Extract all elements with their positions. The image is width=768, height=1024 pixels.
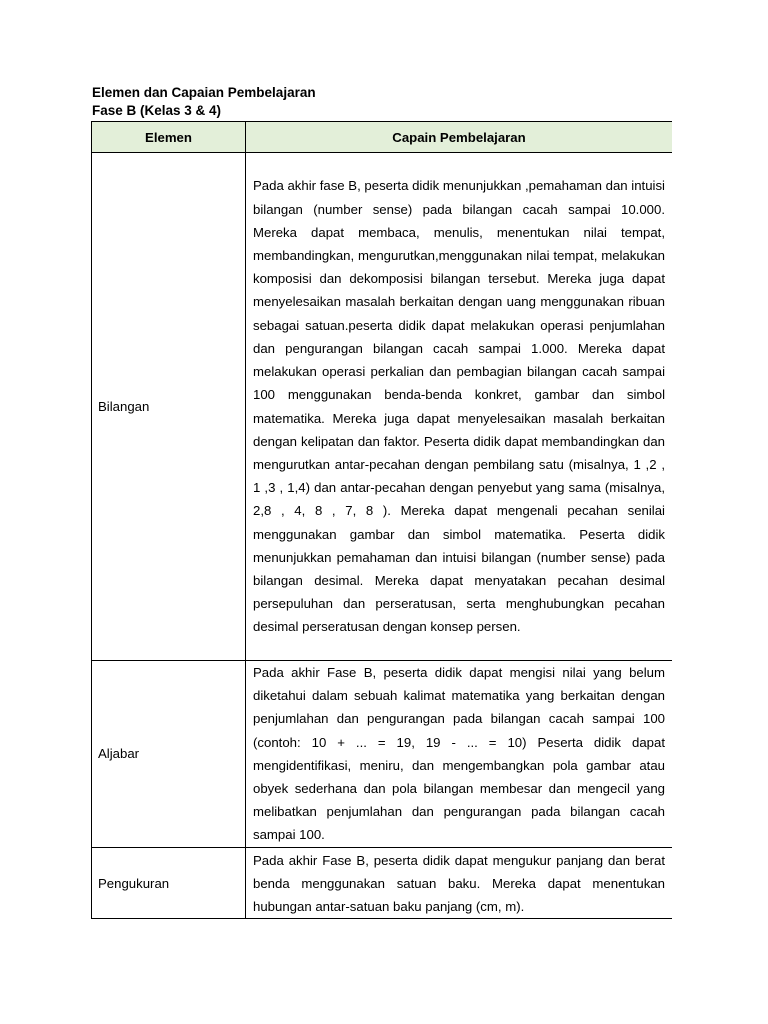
table-row — [92, 661, 673, 848]
capaian-cell-aljabar: Pada akhir Fase B, peserta didik dapat mengisi nilai yang belum diketahui dalam sebuah kalimat matematika yang berkaitan dengan penjumlahan dan pengurangan pada bilangan cacah sampai 100 (contoh: 10 + ... = 19, 19 - ... = 10) Peserta didik dapat mengidentifikasi, meniru, dan mengembangkan pola gambar atau obyek sederhana dan pola bilangan membesar dan mengecil yang melibatkan penjumlahan dan pengurangan pada bilangan cacah sampai 100. — [246, 661, 673, 848]
elemen-cell-pengukuran: Pengukuran — [92, 847, 246, 919]
elemen-cell-aljabar: Aljabar — [92, 661, 246, 848]
capaian-table — [91, 121, 672, 919]
capaian-table-container — [91, 121, 672, 919]
document-title: Elemen dan Capaian Pembelajaran — [92, 85, 316, 100]
capaian-cell-pengukuran: Pada akhir Fase B, peserta didik dapat mengukur panjang dan berat benda menggunakan satuan baku. Mereka dapat menentukan hubungan antar-satuan baku panjang (cm, m). — [246, 847, 673, 919]
table-row — [92, 847, 673, 919]
table-row — [92, 153, 673, 661]
elemen-cell-bilangan: Bilangan — [92, 153, 246, 661]
column-header-capaian: Capain Pembelajaran — [246, 122, 673, 153]
document-subtitle: Fase B (Kelas 3 & 4) — [92, 103, 222, 118]
table-header-row — [92, 122, 673, 153]
capaian-cell-bilangan: Pada akhir fase B, peserta didik menunjukkan ,pemahaman dan intuisi bilangan (number sense) pada bilangan cacah sampai 10.000. Mereka dapat membaca, menulis, menentukan nilai tempat, membandingkan, mengurutkan,menggunakan nilai tempat, melakukan komposisi dan dekomposisi bilangan tersebut. Mereka juga dapat menyelesaikan masalah berkaitan dengan uang menggunakan ribuan sebagai satuan.peserta didik dapat melakukan operasi penjumlahan dan pengurangan bilangan cacah sampai 1.000. Mereka dapat melakukan operasi perkalian dan pembagian bilangan cacah sampai 100 menggunakan benda-benda konkret, gambar dan simbol matematika. Mereka juga dapat menyelesaikan masalah berkaitan dengan kelipatan dan faktor. Peserta didik dapat membandingkan dan mengurutkan antar-pecahan dengan pembilang satu (misalnya, 1 ,2 , 1 ,3 , 1,4) dan antar-pecahan dengan penyebut yang sama (misalnya, 2,8 , 4, 8 , 7, 8 ). Mereka dapat mengenali pecahan senilai menggunakan gambar dan simbol matematika. Peserta didik menunjukkan pemahaman dan intuisi bilangan (number sense) pada bilangan desimal. Mereka dapat menyatakan pecahan desimal persepuluhan dan perseratusan, serta menghubungkan pecahan desimal perseratusan dengan konsep persen. — [246, 153, 673, 661]
column-header-elemen: Elemen — [92, 122, 246, 153]
